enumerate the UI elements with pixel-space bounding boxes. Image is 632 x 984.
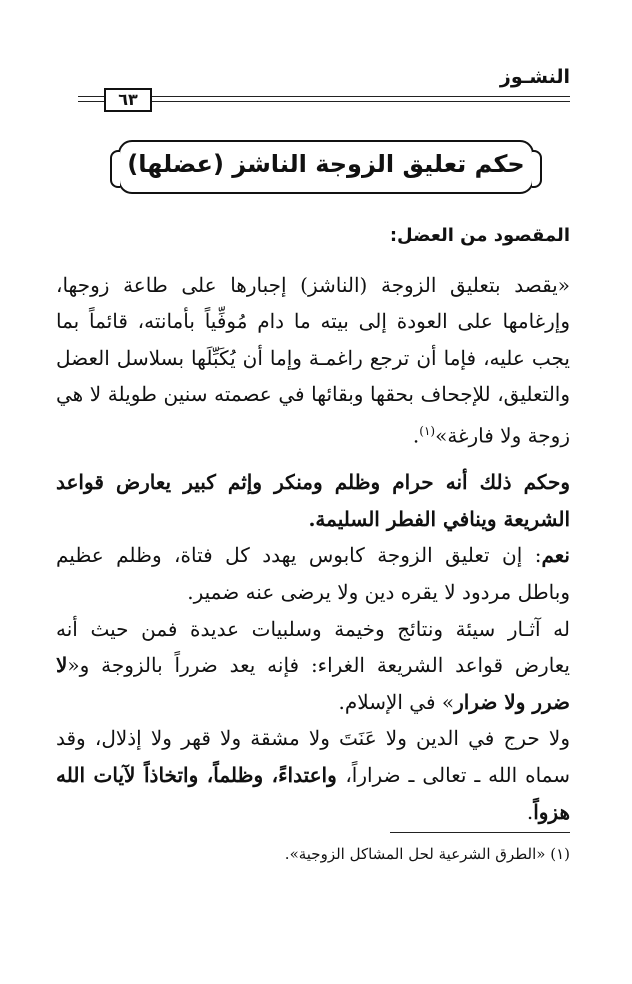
- hadith-quote: لا ضرر ولا ضرار: [56, 653, 570, 714]
- body-text: [56, 218, 570, 830]
- section-title: حكم تعليق الزوجة الناشز (عضلها): [127, 150, 525, 178]
- definition-end: .: [412, 423, 420, 448]
- paragraph-ruling: وحكم ذلك أنه حرام وظلم ومنكر وإثم كبير يعارض قواعد الشريعة وينافي الفطر السليمة.: [56, 470, 570, 531]
- hardship-end: .: [526, 799, 534, 824]
- paragraph-yes: [56, 537, 570, 610]
- hardship-bold: واعتداءً، وظلماً، واتخاذاً لآيات الله هزواً: [56, 762, 570, 824]
- footnote-reference: (١): [419, 423, 436, 438]
- hardship-start: ولا حرج في الدين ولا عَنَتَ ولا مشقة ولا قهر ولا إذلال، وقد سماه الله ـ تعالى ـ ضراراً،: [56, 726, 570, 787]
- footnote-rule: [390, 832, 570, 833]
- subheading: المقصود من العضل:: [389, 225, 570, 246]
- running-header-title: النشـوز: [499, 66, 570, 88]
- paragraph-no-hardship: [56, 720, 570, 830]
- effects-end: » في الإسلام.: [338, 689, 455, 714]
- footnote-text: «الطرق الشرعية لحل المشاكل الزوجية».: [284, 845, 546, 863]
- footnote: [285, 842, 570, 866]
- paragraph-definition: [56, 267, 570, 455]
- footnote-number: (١): [550, 845, 570, 863]
- effects-start: له آثـار سيئة ونتائج وخيمة وسلبيات عديدة فمن حيث أنه يعارض قواعد الشريعة الغراء: فإنه يعد ضرراً بالزوجة و«: [56, 616, 570, 678]
- yes-rest: : إن تعليق الزوجة كابوس يهدد كل فتاة، وظلم عظيم وباطل مردود لا يقره دين ولا يرضى عنه ضمير.: [56, 543, 570, 604]
- yes-lead: نعم: [541, 543, 570, 568]
- page-number: ٦٣: [104, 88, 152, 112]
- paragraph-effects: [56, 611, 570, 721]
- definition-quote: «يقصد بتعليق الزوجة (الناشز) إجبارها على طاعة زوجها، وإرغامها على العودة إلى بيته ما دام مُوفِّياً بأمانته، قائماً بما يجب عليه، فإما أن ترجع راغمـة وإما أن يُكَبِّلَها بسلاسل العضل والتعليق، للإجحاف بحقها وبقائها في عصمته سنين طويلة لا هي زوجة ولا فارغة»: [56, 272, 570, 448]
- section-title-frame: [118, 140, 534, 194]
